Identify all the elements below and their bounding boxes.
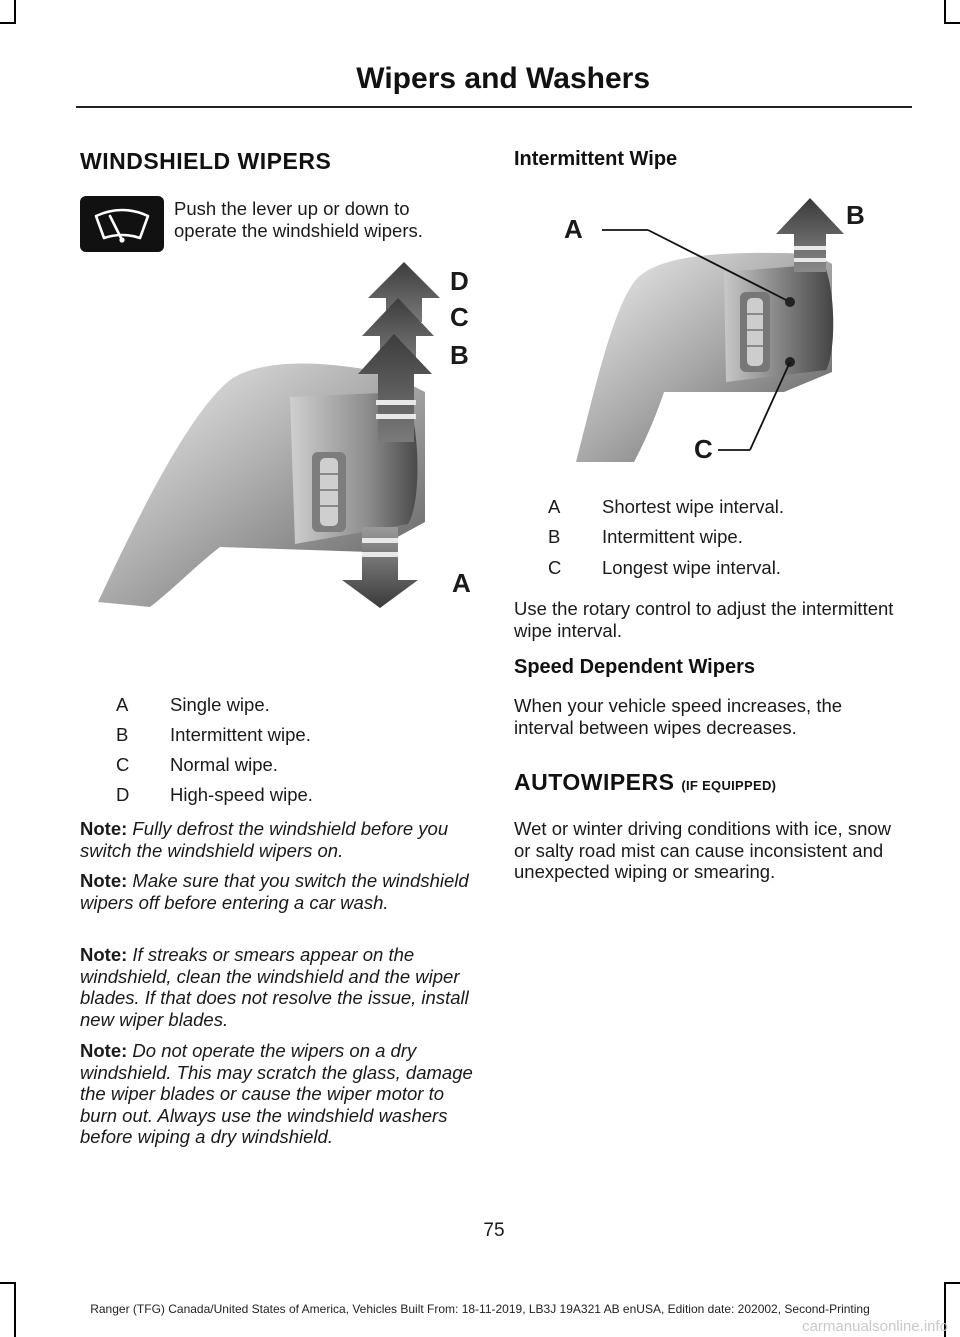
item-text: Longest wipe interval. <box>602 557 781 578</box>
note-label: Note: <box>80 870 128 891</box>
section-title: Wipers and Washers <box>356 62 650 95</box>
note <box>80 1040 480 1148</box>
watermark: carmanualsonline.info <box>802 1318 948 1335</box>
crop-mark <box>0 1282 16 1284</box>
speed-dependent-wipers-heading: Speed Dependent Wipers <box>514 656 755 678</box>
item-key: A <box>548 496 561 517</box>
windshield-wiper-icon <box>80 196 164 252</box>
figure-label-a: A <box>452 568 471 598</box>
windshield-wipers-heading: WINDSHIELD WIPERS <box>80 148 332 174</box>
item-key: C <box>548 557 562 578</box>
autowipers-title: AUTOWIPERS <box>514 769 675 795</box>
note-label: Note: <box>80 818 128 839</box>
item-text: Intermittent wipe. <box>602 526 743 547</box>
crop-mark <box>944 0 946 24</box>
page-number: 75 <box>483 1220 505 1241</box>
note <box>80 870 480 913</box>
item-text: Normal wipe. <box>170 754 278 775</box>
item-key: B <box>116 724 129 745</box>
intermittent-wipe-figure <box>514 192 914 472</box>
crop-mark <box>944 22 960 24</box>
note-label: Note: <box>80 944 128 965</box>
figure-label-b: B <box>846 200 865 230</box>
item-text: Single wipe. <box>170 694 270 715</box>
autowipers-heading <box>514 769 776 796</box>
if-equipped-label: (IF EQUIPPED) <box>681 778 777 793</box>
footer-text: Ranger (TFG) Canada/United States of America, Vehicles Built From: 18-11-2019, LB3J 19A321 AB enUSA, Edition date: 202002, Second-Printing <box>90 1302 870 1316</box>
crop-mark <box>0 22 16 24</box>
item-key: C <box>116 754 130 775</box>
item-key: A <box>116 694 129 715</box>
figure-label-c: C <box>694 434 713 464</box>
note-text: If streaks or smears appear on the windshield, clean the windshield and the wiper blades. If that does not resolve the issue, install new wiper blades. <box>80 944 469 1030</box>
item-key: B <box>548 526 561 547</box>
figure-label-a: A <box>564 214 583 244</box>
figure-label-d: D <box>450 266 469 296</box>
wiper-lever-figure <box>80 262 480 662</box>
item-key: D <box>116 784 130 805</box>
autowipers-text: Wet or winter driving conditions with ice, snow or salty road mist can cause inconsistent and unexpected wiping or smearing. <box>514 818 892 882</box>
crop-mark <box>14 0 16 24</box>
speed-dependent-text: When your vehicle speed increases, the interval between wipes decreases. <box>514 695 843 738</box>
rotary-control-text: Use the rotary control to adjust the intermittent wipe interval. <box>514 598 894 641</box>
figure-label-c: C <box>450 302 469 332</box>
intermittent-wipe-heading: Intermittent Wipe <box>514 148 678 170</box>
item-text: High-speed wipe. <box>170 784 313 805</box>
note-text: Make sure that you switch the windshield wipers off before entering a car wash. <box>80 870 469 913</box>
header-rule <box>76 106 912 108</box>
note-text: Fully defrost the windshield before you switch the windshield wipers on. <box>80 818 449 861</box>
note <box>80 944 480 1030</box>
intro-text: Push the lever up or down to operate the windshield wipers. <box>174 198 423 241</box>
note-label: Note: <box>80 1040 128 1061</box>
note <box>80 818 480 861</box>
item-text: Intermittent wipe. <box>170 724 311 745</box>
crop-mark <box>944 1282 960 1284</box>
note-text: Do not operate the wipers on a dry windshield. This may scratch the glass, damage the wiper blades or cause the wiper motor to burn out. Always use the windshield washers before wiping a dry windshield. <box>80 1040 473 1147</box>
figure-label-b: B <box>450 340 469 370</box>
item-text: Shortest wipe interval. <box>602 496 785 517</box>
